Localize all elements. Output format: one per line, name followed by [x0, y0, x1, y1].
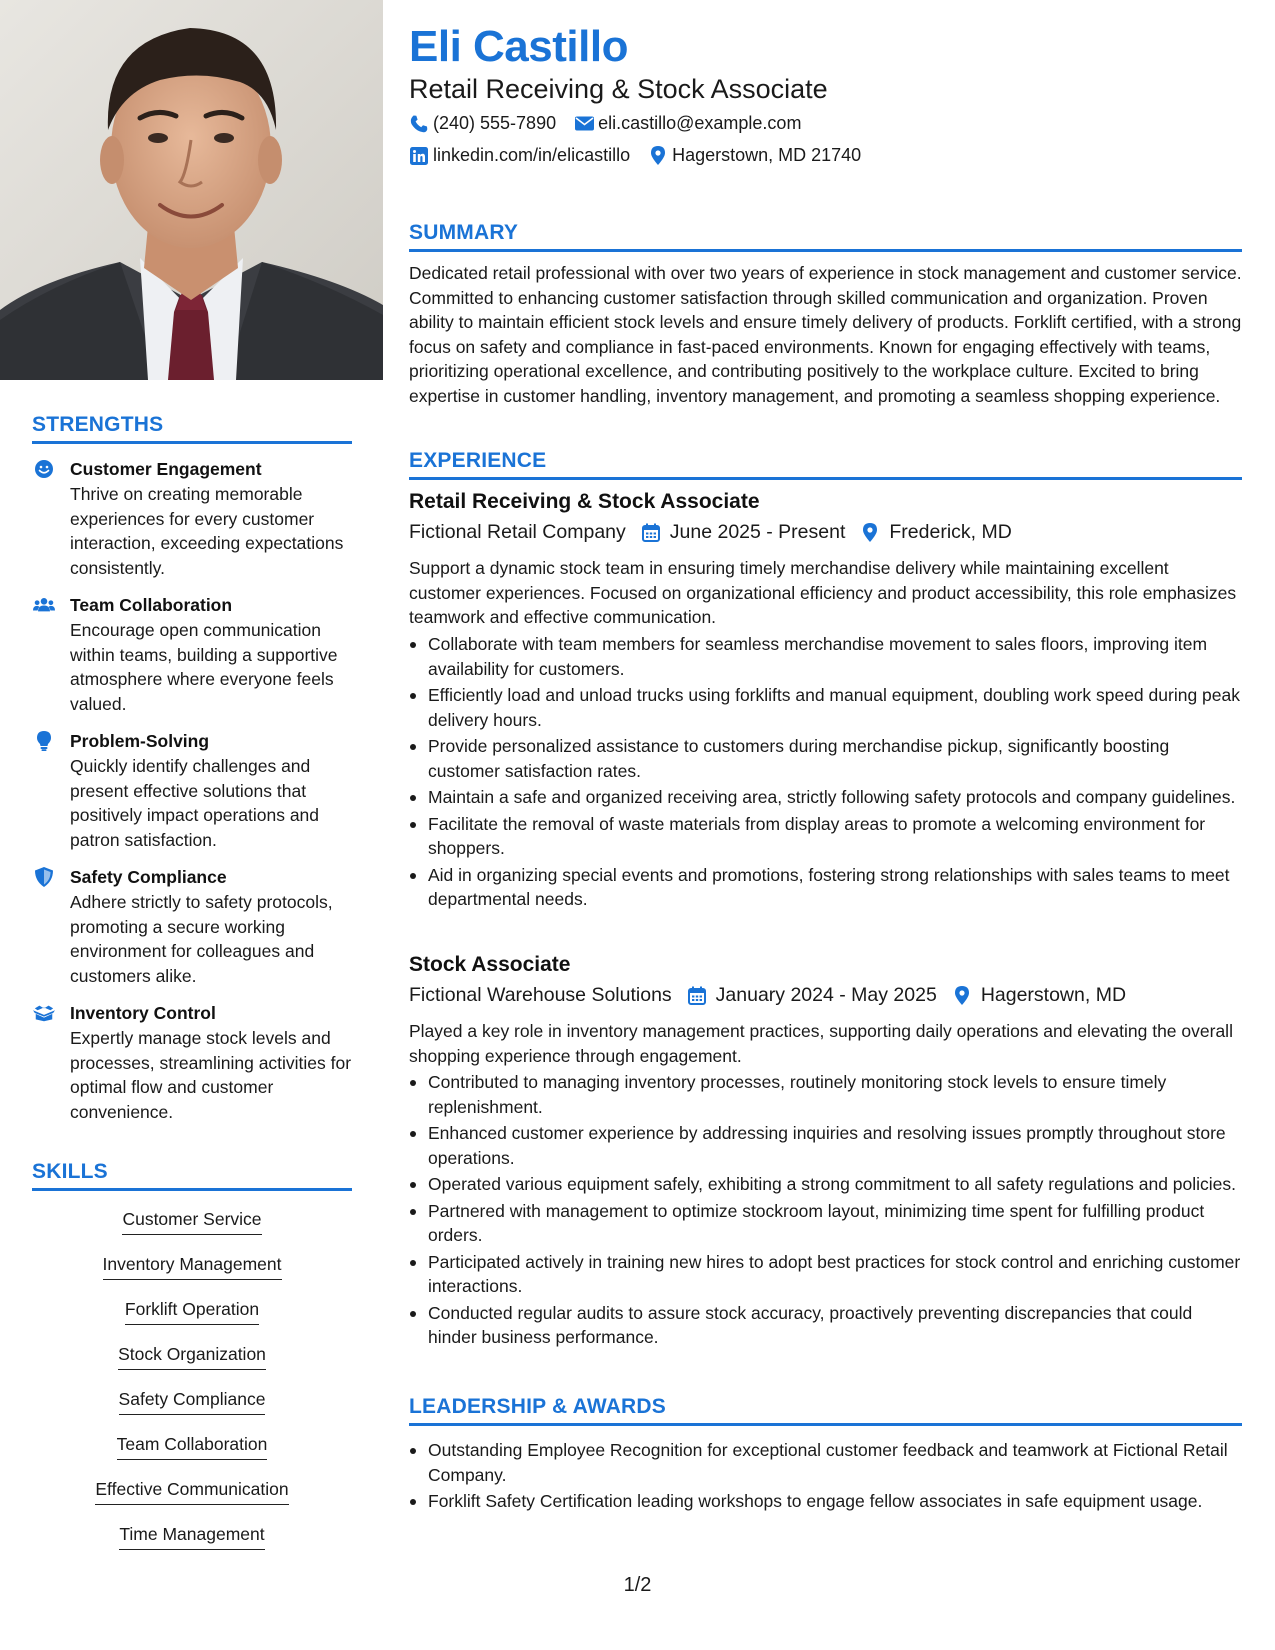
- candidate-name: Eli Castillo: [409, 22, 628, 71]
- location-contact: [648, 145, 861, 166]
- strength-desc: Quickly identify challenges and present effective solutions that positively impact operations and patron satisfaction.: [70, 756, 320, 850]
- leadership-heading: LEADERSHIP & AWARDS: [409, 1395, 1242, 1426]
- bullet-item: Aid in organizing special events and promotions, fostering strong relationships with sales teams to meet departmental needs.: [409, 863, 1242, 912]
- page-number: 1/2: [623, 1574, 652, 1596]
- strength-desc: Encourage open communication within teams, building a supportive atmosphere where everyone feels valued.: [70, 620, 338, 714]
- shield-icon: [33, 867, 55, 887]
- bullet-item: Outstanding Employee Recognition for exceptional customer feedback and teamwork at Fictional Retail Company.: [409, 1438, 1242, 1487]
- phone-icon: [409, 114, 429, 134]
- bullet-item: Operated various equipment safely, exhibiting a strong commitment to all safety regulations and policies.: [409, 1172, 1242, 1197]
- skill-tag: Safety Compliance: [119, 1387, 266, 1415]
- lightbulb-icon: [33, 731, 55, 751]
- job-company: Fictional Retail Company: [409, 521, 626, 543]
- sidebar: [0, 0, 383, 1650]
- boxes-icon: [33, 1003, 55, 1023]
- summary-text: Dedicated retail professional with over two years of experience in stock management and customer service. Committed to enhancing customer satisfaction through skilled communication and organization. Proven ability to maintain efficient stock levels and ensure timely delivery of products. Forklift certified, with a strong focus on safety and compliance in fast-paced environments. Known for engaging effectively with teams, prioritizing operational excellence, and contributing positively to the workplace culture. Excited to bring expertise in customer handling, inventory management, and promoting a seamless shopping experience.: [409, 263, 1242, 406]
- job-bullets: [409, 632, 1242, 914]
- users-icon: [33, 595, 55, 615]
- strength-desc: Thrive on creating memorable experiences for every customer interaction, exceeding expectations consistently.: [70, 484, 344, 578]
- contact-row: [409, 113, 819, 134]
- bullet-item: Efficiently load and unload trucks using forklifts and manual equipment, doubling work speed during peak delivery hours.: [409, 683, 1242, 732]
- skill-tag: Stock Organization: [118, 1342, 266, 1370]
- phone-text: (240) 555-7890: [433, 113, 557, 133]
- profile-photo-illustration: [0, 0, 383, 380]
- experience-heading: EXPERIENCE: [409, 449, 1242, 480]
- job-location: Hagerstown, MD: [980, 984, 1127, 1006]
- location-text: Hagerstown, MD 21740: [672, 145, 862, 165]
- linkedin-contact[interactable]: [409, 145, 630, 166]
- job-company: Fictional Warehouse Solutions: [409, 984, 672, 1006]
- skills-section: [32, 1160, 352, 1567]
- summary-heading: SUMMARY: [409, 221, 1242, 252]
- bullet-item: Enhanced customer experience by addressing inquiries and resolving issues promptly throughout store operations.: [409, 1121, 1242, 1170]
- skill-tag: Team Collaboration: [117, 1432, 268, 1460]
- phone-contact: [409, 113, 556, 134]
- bullet-item: Facilitate the removal of waste materials from display areas to promote a welcoming environment for shoppers.: [409, 812, 1242, 861]
- candidate-role: Retail Receiving & Stock Associate: [409, 74, 828, 104]
- bullet-item: Participated actively in training new hires to adopt best practices for stock control and enriching customer interactions.: [409, 1250, 1242, 1299]
- contact-row-2: [409, 145, 879, 166]
- strength-desc: Expertly manage stock levels and processes, streamlining activities for optimal flow and customer convenience.: [70, 1028, 352, 1122]
- map-pin-icon: [951, 985, 973, 1007]
- profile-photo: [0, 0, 383, 380]
- job-bullets: [409, 1070, 1242, 1352]
- strength-title: Problem-Solving: [70, 731, 210, 751]
- skill-tag: Forklift Operation: [125, 1297, 259, 1325]
- bullet-item: Contributed to managing inventory processes, routinely monitoring stock levels to ensure timely replenishment.: [409, 1070, 1242, 1119]
- linkedin-link[interactable]: linkedin.com/in/elicastillo: [433, 145, 631, 165]
- bullet-item: Collaborate with team members for seamless merchandise movement to sales floors, improving item availability for customers.: [409, 632, 1242, 681]
- strengths-section: [32, 413, 352, 1124]
- skill-tag: Customer Service: [122, 1207, 261, 1235]
- bullet-item: Forklift Safety Certification leading workshops to engage fellow associates in safe equipment usage.: [409, 1489, 1242, 1514]
- bullet-item: Conducted regular audits to assure stock accuracy, proactively preventing discrepancies that could hinder business performance.: [409, 1301, 1242, 1350]
- strength-item: [32, 729, 352, 852]
- job-meta: [409, 984, 1140, 1007]
- skill-tag: Time Management: [119, 1522, 264, 1550]
- strength-item: [32, 865, 352, 988]
- linkedin-icon: [409, 146, 429, 166]
- job-dates: January 2024 - May 2025: [715, 984, 937, 1006]
- job-description: Played a key role in inventory management practices, supporting daily operations and elevating the overall shopping experience through engagement.: [409, 1021, 1233, 1066]
- email-link[interactable]: eli.castillo@example.com: [598, 113, 802, 133]
- job-location: Frederick, MD: [889, 521, 1012, 543]
- envelope-icon: [574, 114, 594, 134]
- map-pin-icon: [859, 522, 881, 544]
- calendar-icon: [686, 985, 708, 1007]
- bullet-item: Provide personalized assistance to customers during merchandise pickup, significantly boosting customer satisfaction rates.: [409, 734, 1242, 783]
- smile-icon: [33, 459, 55, 479]
- strength-item: [32, 457, 352, 580]
- strengths-heading: STRENGTHS: [32, 413, 352, 444]
- job-title: Retail Receiving & Stock Associate: [409, 490, 760, 513]
- skills-list: [32, 1207, 352, 1567]
- job-dates: June 2025 - Present: [669, 521, 846, 543]
- job-description: Support a dynamic stock team in ensuring timely merchandise delivery while maintaining excellent customer experiences. Focused on organizational efficiency and product accessibility, this role emphasizes teamwork and effective communication.: [409, 558, 1237, 627]
- bullet-item: Partnered with management to optimize stockroom layout, minimizing time spent for fulfilling product orders.: [409, 1199, 1242, 1248]
- strength-title: Team Collaboration: [70, 595, 233, 615]
- leadership-bullets: [409, 1438, 1242, 1516]
- job-title: Stock Associate: [409, 953, 571, 976]
- calendar-icon: [640, 522, 662, 544]
- map-pin-icon: [648, 146, 668, 166]
- job-meta: [409, 521, 1026, 544]
- skill-tag: Effective Communication: [95, 1477, 288, 1505]
- strength-title: Safety Compliance: [70, 867, 227, 887]
- skills-heading: SKILLS: [32, 1160, 352, 1191]
- strength-title: Inventory Control: [70, 1003, 216, 1023]
- email-contact[interactable]: [574, 113, 801, 134]
- strength-title: Customer Engagement: [70, 459, 262, 479]
- bullet-item: Maintain a safe and organized receiving area, strictly following safety protocols and company guidelines.: [409, 785, 1242, 810]
- strength-item: [32, 1001, 352, 1124]
- strength-desc: Adhere strictly to safety protocols, promoting a secure working environment for colleagues and customers alike.: [70, 892, 333, 986]
- strength-item: [32, 593, 352, 716]
- skill-tag: Inventory Management: [103, 1252, 282, 1280]
